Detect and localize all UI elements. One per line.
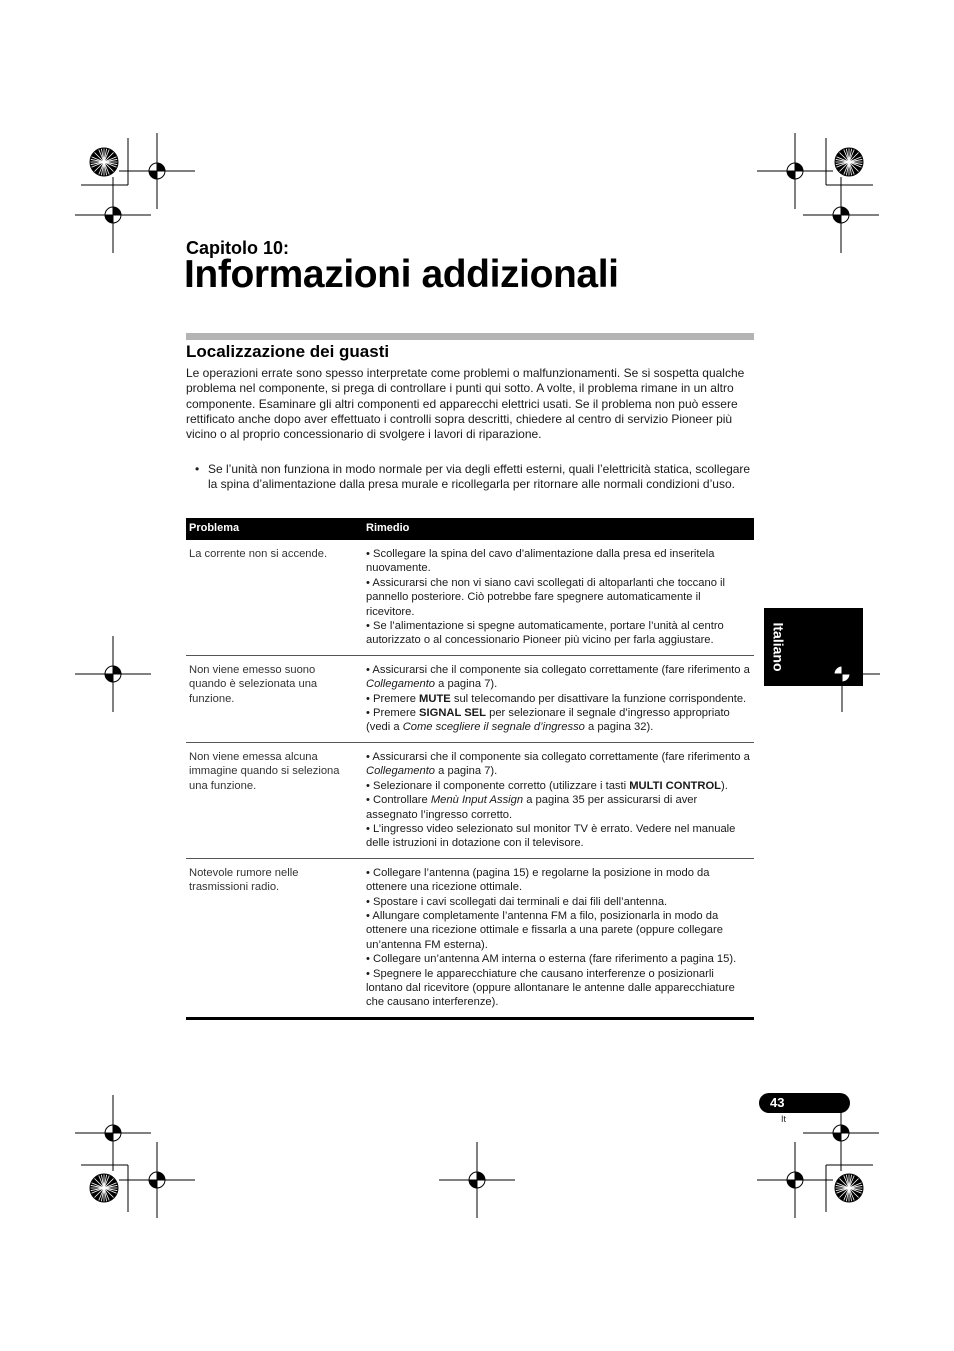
remedy-line: • Collegare un’antenna AM interna o esterna (fare riferimento a pagina 15). bbox=[366, 953, 737, 966]
remedy-line: • Assicurarsi che il componente sia collegato correttamente (fare riferimento a Collegamento a pagina 7). bbox=[366, 750, 750, 778]
note-list bbox=[186, 462, 754, 493]
remedy-cell bbox=[363, 540, 754, 655]
cross-reference: Collegamento bbox=[366, 765, 436, 778]
problem-cell: Non viene emessa alcuna immagine quando si seleziona una funzione. bbox=[186, 742, 363, 858]
problem-cell: Notevole rumore nelle trasmissioni radio. bbox=[186, 858, 363, 1018]
cross-reference: Come scegliere il segnale d’ingresso bbox=[402, 721, 585, 734]
remedy-line: • Selezionare il componente corretto (utilizzare i tasti MULTI CONTROL). bbox=[366, 779, 728, 792]
remedy-line: • Assicurarsi che il componente sia collegato correttamente (fare riferimento a Collegamento a pagina 7). bbox=[366, 663, 750, 691]
table-header-row bbox=[186, 518, 754, 540]
registration-star-icon bbox=[90, 1174, 118, 1202]
registration-crosshair-icon bbox=[75, 1095, 151, 1171]
remedy-line: • Scollegare la spina del cavo d’alimentazione dalla presa ed inseritela nuovamente. bbox=[366, 548, 715, 575]
registration-crosshair-icon bbox=[75, 636, 151, 712]
problem-cell: Non viene emesso suono quando è selezionata una funzione. bbox=[186, 655, 363, 742]
chapter-label: Capitolo 10: bbox=[186, 238, 290, 258]
remedy-cell bbox=[363, 858, 754, 1018]
remedy-line: • Assicurarsi che non vi siano cavi scollegati di altoparlanti che toccano il pannello posteriore. Ciò potrebbe fare spegnere automaticamente il ricevitore. bbox=[366, 576, 725, 618]
registration-crosshair-icon bbox=[757, 1142, 833, 1218]
remedy-line: • Se l’alimentazione si spegne automaticamente, portare l’unità al centro autorizzato o al concessionario Pioneer più vicino per farla aggiustare. bbox=[366, 620, 724, 647]
section-title: Localizzazione dei guasti bbox=[186, 342, 390, 361]
section-divider bbox=[186, 333, 754, 340]
registration-crosshair-icon bbox=[75, 177, 151, 253]
registration-crosshair-icon bbox=[803, 177, 879, 253]
button-name: SIGNAL SEL bbox=[419, 707, 486, 720]
button-name: MUTE bbox=[419, 692, 451, 705]
chapter-title: Informazioni addizionali bbox=[184, 253, 619, 296]
language-label: Italiano bbox=[770, 622, 787, 672]
note-item: • Se l’unità non funziona in modo normale per via degli effetti esterni, quali l’elettricità statica, scollegare la spina d’alimentazione dalla presa murale e ricollegarla per ritornare alle normali condizioni d’uso. bbox=[186, 462, 754, 493]
remedy-line: • Spostare i cavi scollegati dai terminali e dai fili dell’antenna. bbox=[366, 895, 668, 908]
remedy-cell bbox=[363, 655, 754, 742]
remedy-line: • Spegnere le apparecchiature che causano interferenze o posizionarli lontano dal ricevitore (oppure allontanare le antenne dalle apparecchiature che causano interferenze). bbox=[366, 967, 735, 1009]
table-row bbox=[186, 540, 754, 655]
registration-crosshair-icon bbox=[439, 1142, 515, 1218]
header-problem: Problema bbox=[186, 518, 363, 540]
registration-star-icon bbox=[90, 148, 118, 176]
registration-crosshair-icon bbox=[757, 133, 833, 209]
problem-cell: La corrente non si accende. bbox=[186, 540, 363, 655]
registration-star-icon bbox=[835, 1174, 863, 1202]
registration-crosshair-icon bbox=[119, 1142, 195, 1218]
table-row bbox=[186, 742, 754, 858]
registration-crosshair-icon bbox=[119, 133, 195, 209]
header-remedy: Rimedio bbox=[363, 518, 754, 540]
remedy-line: • L’ingresso video selezionato sul monitor TV è errato. Vedere nel manuale delle istruzioni in dotazione con il televisore. bbox=[366, 822, 736, 850]
remedy-line: • Collegare l’antenna (pagina 15) e regolarne la posizione in modo da ottenere una ricezione ottimale. bbox=[366, 866, 710, 894]
troubleshooting-table bbox=[186, 518, 754, 1020]
page-language-code: It bbox=[781, 1114, 787, 1124]
table-row bbox=[186, 858, 754, 1018]
intro-paragraph: Le operazioni errate sono spesso interpretate come problemi o malfunzionamenti. Se si sospetta qualche problema nel componente, si prega di controllare i punti qui sotto. A volte, il problema rimane in un altro componente. Esaminare gli altri componenti ed apparecchi elettrici usati. Se il problema non può essere rettificato anche dopo aver effettuato i controlli sopra descritti, chiedere al centro di servizio Pioneer più vicino o al proprio concessionario di svolgere i lavori di riparazione. bbox=[186, 366, 745, 442]
cross-reference: Menù Input Assign bbox=[430, 794, 524, 807]
table-row bbox=[186, 655, 754, 742]
language-side-tab-label bbox=[764, 608, 792, 686]
remedy-line: • Premere SIGNAL SEL per selezionare il segnale d’ingresso appropriato (vedi a Come scegliere il segnale d’ingresso a pagina 32). bbox=[366, 707, 730, 734]
remedy-line: • Controllare Menù Input Assign a pagina 35 per assicurarsi di aver assegnato l’ingresso corretto. bbox=[366, 794, 698, 821]
registration-star-icon bbox=[835, 148, 863, 176]
cross-reference: Collegamento bbox=[366, 678, 436, 691]
tab-crosshair-icon bbox=[822, 654, 862, 694]
remedy-line: • Allungare completamente l’antenna FM a filo, posizionarla in modo da ottenere una ricezione ottimale e fissarla a una parete (oppure collegare un’antenna FM esterna). bbox=[366, 909, 723, 951]
remedy-line: • Premere MUTE sul telecomando per disattivare la funzione corrispondente. bbox=[366, 692, 747, 705]
remedy-cell bbox=[363, 742, 754, 858]
page-number: 43 bbox=[770, 1095, 785, 1110]
button-name: MULTI CONTROL bbox=[629, 779, 721, 792]
